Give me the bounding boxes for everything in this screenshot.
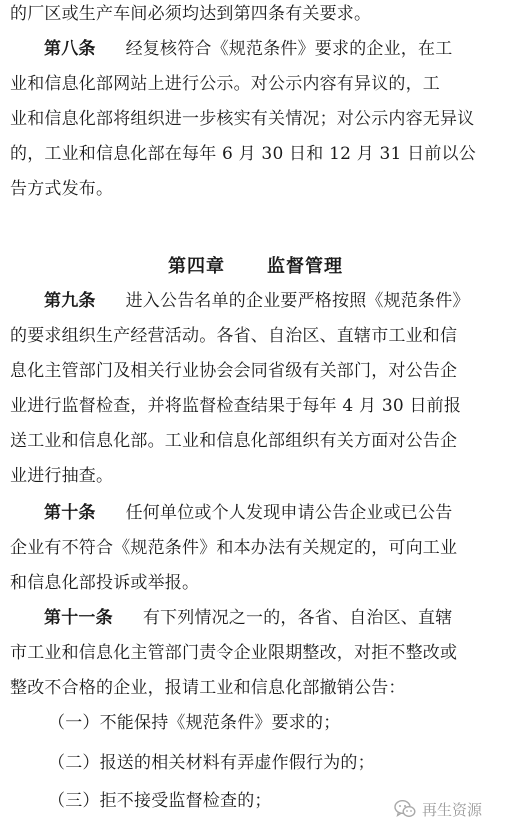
text-line: 和信息化部投诉或举报。 <box>10 573 200 593</box>
text-line: 业进行监督检查，并将监督检查结果于每年 4 月 30 日前报 <box>10 396 462 416</box>
chapter-number: 第四章 <box>168 256 225 277</box>
chapter-heading <box>0 254 511 280</box>
text-line: 企业有不符合《规范条件》和本办法有关规定的，可向工业 <box>10 538 458 558</box>
article-11-first-line <box>44 606 452 630</box>
article-text: 任何单位或个人发现申请公告企业或已公告 <box>125 503 453 523</box>
text-line: 的，工业和信息化部在每年 6 月 30 日和 12 月 31 日前以公 <box>10 144 476 164</box>
text-line: 息化主管部门及相关行业协会会同省级有关部门，对公告企 <box>10 361 458 381</box>
text-line: 业和信息化部将组织进一步核实有关情况；对公示内容无异议 <box>10 109 475 129</box>
list-item: （三）拒不接受监督检查的； <box>48 791 272 811</box>
text-line: 整改不合格的企业，报请工业和信息化部撤销公告： <box>10 678 406 698</box>
article-text: 进入公告名单的企业要严格按照《规范条件》 <box>125 291 470 311</box>
text-line: 业进行抽查。 <box>10 466 114 486</box>
text-line: 送工业和信息化部。工业和信息化部组织有关方面对公告企 <box>10 431 458 451</box>
article-title: 第八条 <box>44 39 96 59</box>
article-title: 第十一条 <box>44 608 113 628</box>
article-9-first-line <box>44 289 470 313</box>
text-line: 的厂区或生产车间必须均达到第四条有关要求。 <box>10 4 372 24</box>
text-line: 的要求组织生产经营活动。各省、自治区、直辖市工业和信 <box>10 326 458 346</box>
chapter-name: 监督管理 <box>267 256 343 277</box>
article-text: 经复核符合《规范条件》要求的企业，在工 <box>125 39 453 59</box>
watermark-text: 再生资源 <box>422 800 483 819</box>
article-8-first-line <box>44 37 452 61</box>
text-line: 市工业和信息化主管部门责令企业限期整改，对拒不整改或 <box>10 643 458 663</box>
article-title: 第十条 <box>44 503 96 523</box>
text-line: 业和信息化部网站上进行公示。对公示内容有异议的，工 <box>10 74 440 94</box>
article-10-first-line <box>44 501 452 525</box>
watermark <box>394 797 482 821</box>
article-text: 有下列情况之一的，各省、自治区、直辖 <box>142 608 453 628</box>
wechat-icon <box>394 799 416 819</box>
article-title: 第九条 <box>44 291 96 311</box>
list-item: （二）报送的相关材料有弄虚作假行为的； <box>48 753 375 773</box>
text-line: 告方式发布。 <box>10 179 114 199</box>
list-item: （一）不能保持《规范条件》要求的； <box>48 713 341 733</box>
